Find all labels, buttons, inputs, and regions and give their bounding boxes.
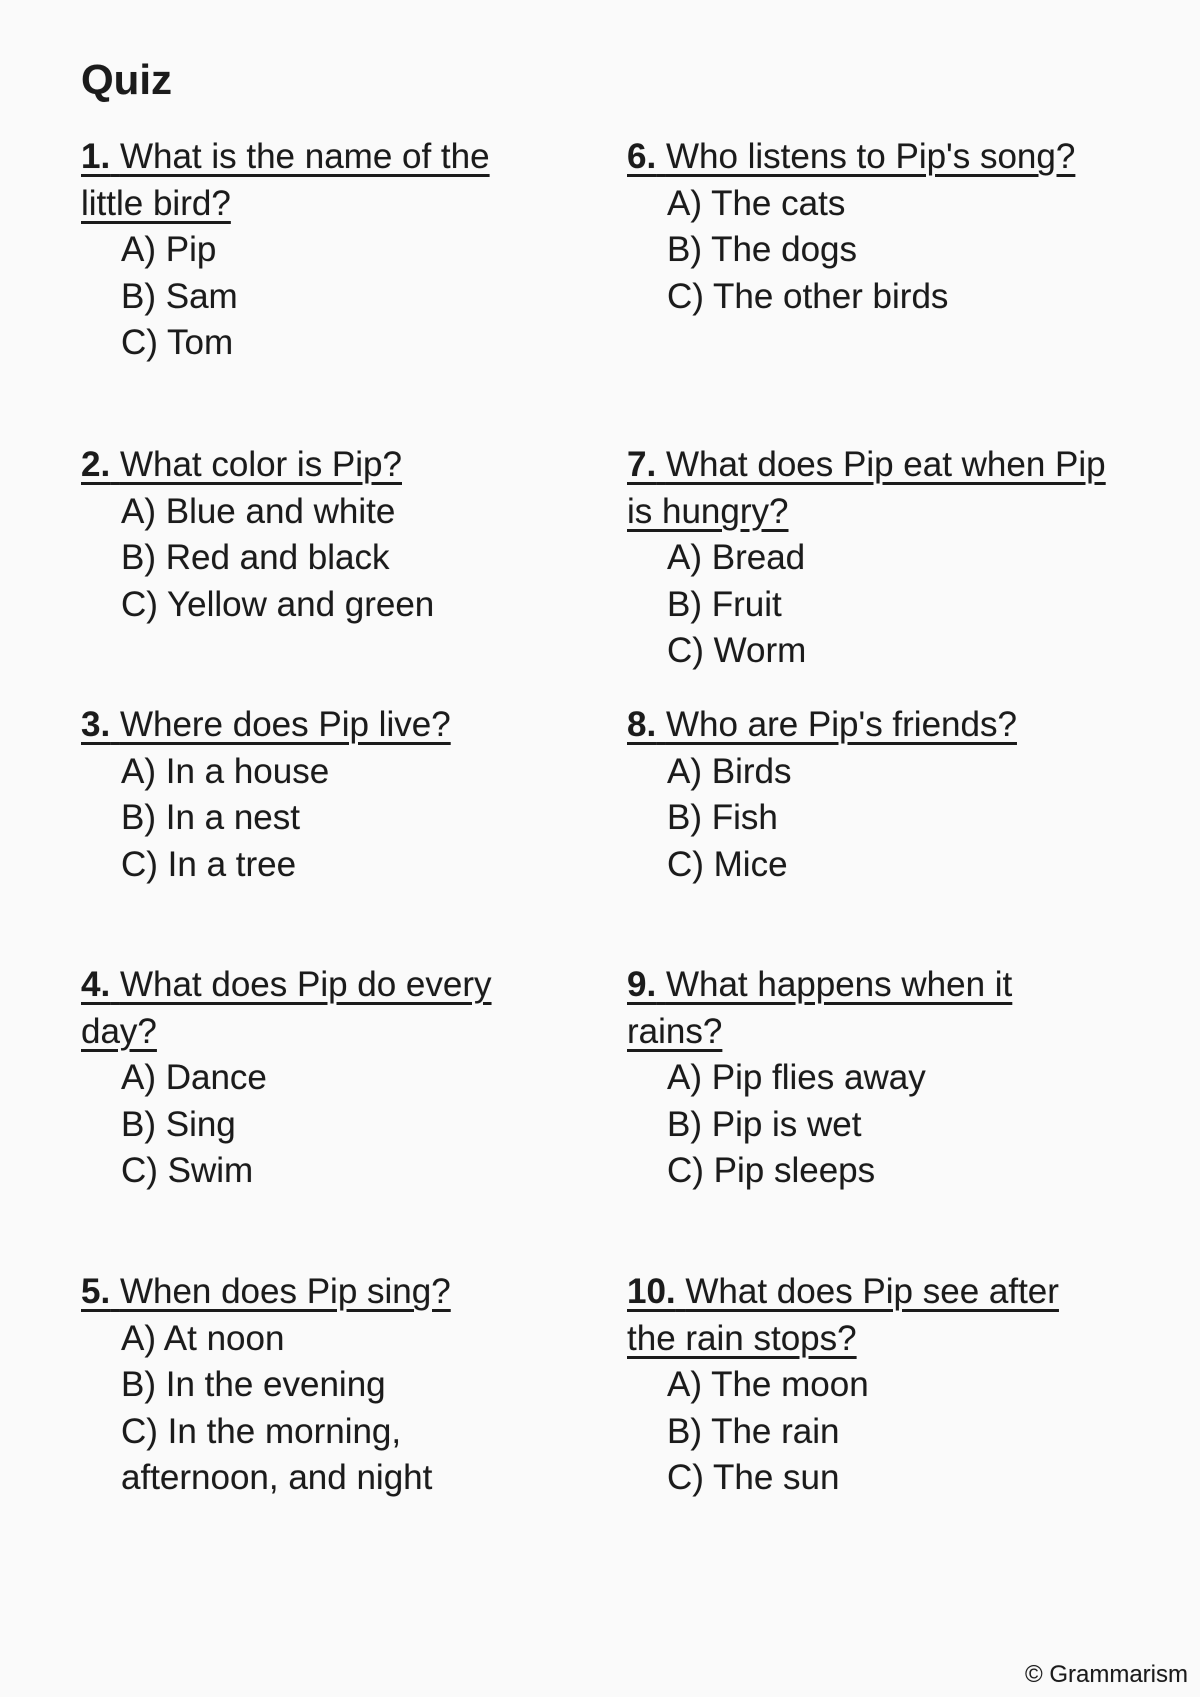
option-item: B) Pip is wet [667,1104,862,1144]
question-number: 10. [627,1272,676,1311]
copyright-notice: © Grammarism [1024,1661,1188,1688]
option-item: B) The rain [667,1411,840,1451]
option-item: C) The other birds [667,276,949,316]
options-list [627,1362,1111,1502]
option-item: B) Red and black [121,538,390,577]
question-text [627,702,1111,749]
options-list [627,535,1111,675]
option-item: B) Sing [121,1104,236,1144]
question-number: 5. [81,1272,111,1311]
option-item: A) At noon [121,1318,285,1358]
question-block-3 [81,702,547,888]
option-item: C) Worm [667,631,807,670]
question-block-7 [627,442,1111,675]
option-item: C) Yellow and green [121,584,435,624]
question-text [627,962,1111,1055]
options-list [627,1055,1111,1195]
option-item: C) Swim [121,1151,254,1190]
question-number: 9. [627,965,657,1004]
question-body: Who are Pip's friends? [665,705,1017,744]
option-item: C) The sun [667,1458,840,1497]
option-item: A) Dance [121,1058,267,1097]
question-text [81,134,547,227]
option-item: A) The cats [667,183,846,223]
option-item: B) Sam [121,276,238,316]
question-text [81,442,547,489]
option-item: A) Birds [667,751,792,791]
question-block-2 [81,442,547,628]
option-item: A) Blue and white [121,491,396,531]
question-number: 4. [81,965,111,1004]
options-list [81,489,547,629]
option-item: B) Fruit [667,584,782,624]
option-item: C) In a tree [121,844,297,884]
question-text [81,962,547,1055]
question-text [627,134,1111,181]
question-block-5 [81,1269,547,1502]
option-item: C) In the morning, afternoon, and night [121,1411,433,1497]
option-item: B) Fish [667,798,778,837]
question-block-9 [627,962,1111,1195]
options-list [627,749,1111,889]
question-body: What does Pip eat when Pip is hungry? [627,445,1106,531]
question-text [627,1269,1111,1362]
question-body: What is the name of the little bird? [81,137,490,223]
question-body: Where does Pip live? [119,705,451,744]
options-list [81,1316,547,1502]
option-item: C) Tom [121,323,234,362]
option-item: B) In a nest [121,798,300,837]
question-text [81,702,547,749]
question-number: 2. [81,445,111,484]
question-number: 6. [627,137,657,176]
option-item: A) Pip flies away [667,1058,926,1097]
question-block-6 [627,134,1111,320]
question-block-10 [627,1269,1111,1502]
option-item: A) In a house [121,751,330,791]
options-list [81,227,547,367]
question-body: When does Pip sing? [119,1272,451,1311]
question-number: 3. [81,705,111,744]
option-item: C) Pip sleeps [667,1151,876,1190]
option-item: B) The dogs [667,230,858,269]
page-title: Quiz [81,56,172,103]
quiz-question-grid [81,134,1111,1502]
question-number: 8. [627,705,657,744]
option-item: A) Pip [121,230,217,269]
question-number: 1. [81,137,111,176]
options-list [627,181,1111,321]
question-block-8 [627,702,1111,888]
question-text [81,1269,547,1316]
question-body: Who listens to Pip's song? [665,137,1076,176]
question-block-4 [81,962,547,1195]
question-block-1 [81,134,547,367]
question-body: What color is Pip? [119,445,402,484]
question-body: What does Pip do every day? [81,965,492,1051]
question-number: 7. [627,445,657,484]
option-item: A) The moon [667,1365,869,1404]
option-item: A) Bread [667,538,806,577]
question-body: What happens when it rains? [627,965,1013,1051]
option-item: B) In the evening [121,1365,386,1404]
options-list [81,749,547,889]
options-list [81,1055,547,1195]
option-item: C) Mice [667,844,788,884]
question-body: What does Pip see after the rain stops? [627,1272,1059,1358]
question-text [627,442,1111,535]
